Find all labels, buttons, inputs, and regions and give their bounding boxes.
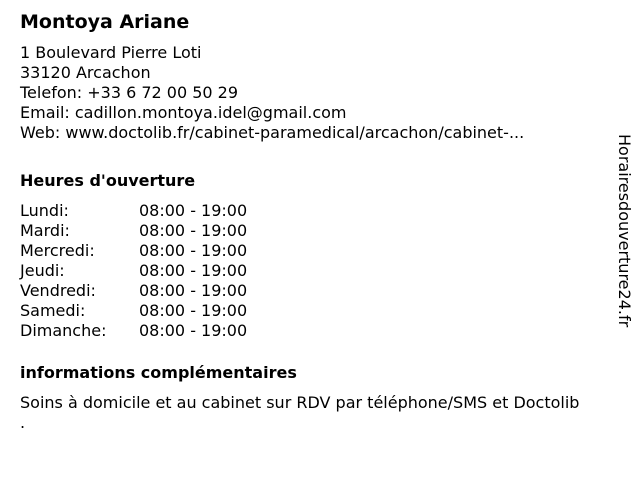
hours-row-tuesday <box>20 221 632 241</box>
time-range: 08:00 - 19:00 <box>139 261 248 280</box>
email-text: Email: cadillon.montoya.idel@gmail.com <box>20 103 347 122</box>
contact-block <box>20 43 632 143</box>
day-label: Mercredi: <box>20 241 95 260</box>
hours-row-saturday <box>20 301 632 321</box>
day-label: Dimanche: <box>20 321 107 340</box>
day-label: Lundi: <box>20 201 69 220</box>
business-name: Montoya Ariane <box>20 11 190 33</box>
day-label: Jeudi: <box>20 261 65 280</box>
time-range: 08:00 - 19:00 <box>139 281 248 300</box>
hours-row-monday <box>20 201 632 221</box>
time-range: 08:00 - 19:00 <box>139 201 248 220</box>
time-range: 08:00 - 19:00 <box>139 241 248 260</box>
site-watermark: Horairesdouverture24.fr <box>615 134 634 328</box>
business-card <box>20 10 632 433</box>
day-label: Vendredi: <box>20 281 96 300</box>
additional-info-text <box>20 393 632 433</box>
additional-info-line-1: Soins à domicile et au cabinet sur RDV par téléphone/SMS et Doctolib <box>20 393 580 412</box>
phone-text: Telefon: +33 6 72 00 50 29 <box>20 83 239 102</box>
additional-info-title: informations complémentaires <box>20 363 297 382</box>
hours-row-thursday <box>20 261 632 281</box>
web-text: Web: www.doctolib.fr/cabinet-paramedical/arcachon/cabinet-... <box>20 123 525 142</box>
day-label: Samedi: <box>20 301 86 320</box>
hours-row-wednesday <box>20 241 632 261</box>
additional-info-line-2: . <box>20 413 26 432</box>
time-range: 08:00 - 19:00 <box>139 321 248 340</box>
opening-hours-title: Heures d'ouverture <box>20 171 196 190</box>
address-line-2: 33120 Arcachon <box>20 63 151 82</box>
opening-hours-table <box>20 201 632 341</box>
address-line-1: 1 Boulevard Pierre Loti <box>20 43 202 62</box>
time-range: 08:00 - 19:00 <box>139 301 248 320</box>
day-label: Mardi: <box>20 221 70 240</box>
time-range: 08:00 - 19:00 <box>139 221 248 240</box>
hours-row-sunday <box>20 321 632 341</box>
hours-row-friday <box>20 281 632 301</box>
